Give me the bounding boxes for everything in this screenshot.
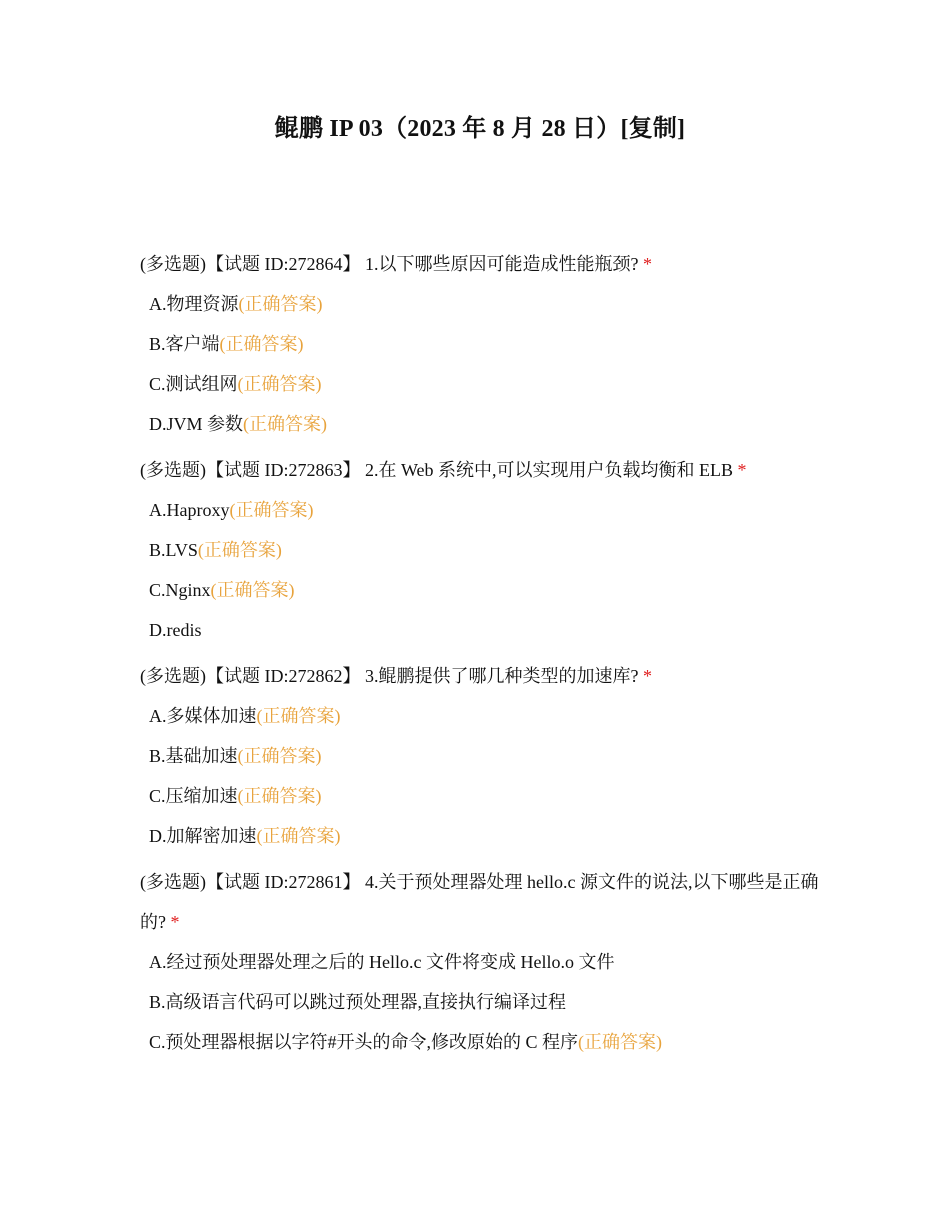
correct-answer-label: (正确答案) — [238, 294, 323, 314]
required-mark: * — [643, 254, 652, 274]
answer-option-text: C.Nginx — [149, 580, 211, 600]
question-id: 【试题 ID:272861】 — [206, 872, 361, 892]
question-list — [140, 244, 820, 1062]
answer-option-text: C.预处理器根据以字符#开头的命令,修改原始的 C 程序 — [149, 1032, 579, 1052]
answer-option — [140, 776, 820, 816]
question-header — [140, 244, 820, 284]
question-id: 【试题 ID:272864】 — [206, 254, 361, 274]
question-block — [140, 656, 820, 856]
answer-option — [140, 530, 820, 570]
required-mark: * — [737, 460, 747, 480]
correct-answer-label: (正确答案) — [219, 334, 304, 354]
question-text: 2.在 Web 系统中,可以实现用户负载均衡和 ELB — [365, 460, 734, 480]
correct-answer-label: (正确答案) — [237, 374, 322, 394]
question-block — [140, 244, 820, 444]
answer-option-text: B.LVS — [149, 540, 198, 560]
correct-answer-label: (正确答案) — [256, 706, 341, 726]
answer-option — [140, 816, 820, 856]
answer-option-text: C.压缩加速 — [149, 786, 238, 806]
answer-option — [140, 736, 820, 776]
question-type: (多选题) — [140, 872, 206, 892]
question-header — [140, 656, 820, 696]
document-title: 鲲鹏 IP 03（2023 年 8 月 28 日）[复制] — [274, 116, 686, 142]
question-block — [140, 450, 820, 650]
answer-option-text: A.经过预处理器处理之后的 Hello.c 文件将变成 Hello.o 文件 — [149, 952, 615, 972]
answer-option-text: B.高级语言代码可以跳过预处理器,直接执行编译过程 — [149, 992, 567, 1012]
correct-answer-label: (正确答案) — [210, 580, 295, 600]
answer-option-text: D.JVM 参数 — [149, 414, 244, 434]
correct-answer-label: (正确答案) — [237, 786, 322, 806]
answer-option-text: D.加解密加速 — [149, 826, 257, 846]
answer-option — [140, 324, 820, 364]
required-mark: * — [170, 912, 180, 932]
answer-option-text: A.多媒体加速 — [149, 706, 257, 726]
answer-option — [140, 570, 820, 610]
question-block — [140, 862, 820, 1062]
answer-option — [140, 1022, 820, 1062]
correct-answer-label: (正确答案) — [243, 414, 328, 434]
correct-answer-label: (正确答案) — [197, 540, 282, 560]
answer-option — [140, 284, 820, 324]
answer-option-text: B.基础加速 — [149, 746, 238, 766]
answer-option — [140, 364, 820, 404]
required-mark: * — [643, 666, 652, 686]
answer-option — [140, 942, 820, 982]
answer-option-text: A.Haproxy — [149, 500, 230, 520]
correct-answer-label: (正确答案) — [256, 826, 341, 846]
question-text: 3.鲲鹏提供了哪几种类型的加速库? — [365, 666, 639, 686]
question-header — [140, 450, 820, 490]
question-type: (多选题) — [140, 666, 206, 686]
question-id: 【试题 ID:272862】 — [206, 666, 361, 686]
answer-option-text: A.物理资源 — [149, 294, 239, 314]
answer-option-text: C.测试组网 — [149, 374, 238, 394]
question-id: 【试题 ID:272863】 — [206, 460, 361, 480]
answer-option — [140, 404, 820, 444]
correct-answer-label: (正确答案) — [237, 746, 322, 766]
question-text: 4.关于预处理器处理 hello.c 源文件的说法,以下哪些是正确的? — [140, 872, 819, 932]
answer-option — [140, 610, 820, 650]
correct-answer-label: (正确答案) — [229, 500, 314, 520]
answer-option — [140, 982, 820, 1022]
answer-option-text: B.客户端 — [149, 334, 220, 354]
answer-option — [140, 490, 820, 530]
question-type: (多选题) — [140, 460, 206, 480]
question-header — [140, 862, 820, 942]
correct-answer-label: (正确答案) — [578, 1032, 663, 1052]
question-text: 1.以下哪些原因可能造成性能瓶颈? — [365, 254, 639, 274]
question-type: (多选题) — [140, 254, 206, 274]
answer-option — [140, 696, 820, 736]
answer-option-text: D.redis — [149, 620, 202, 640]
